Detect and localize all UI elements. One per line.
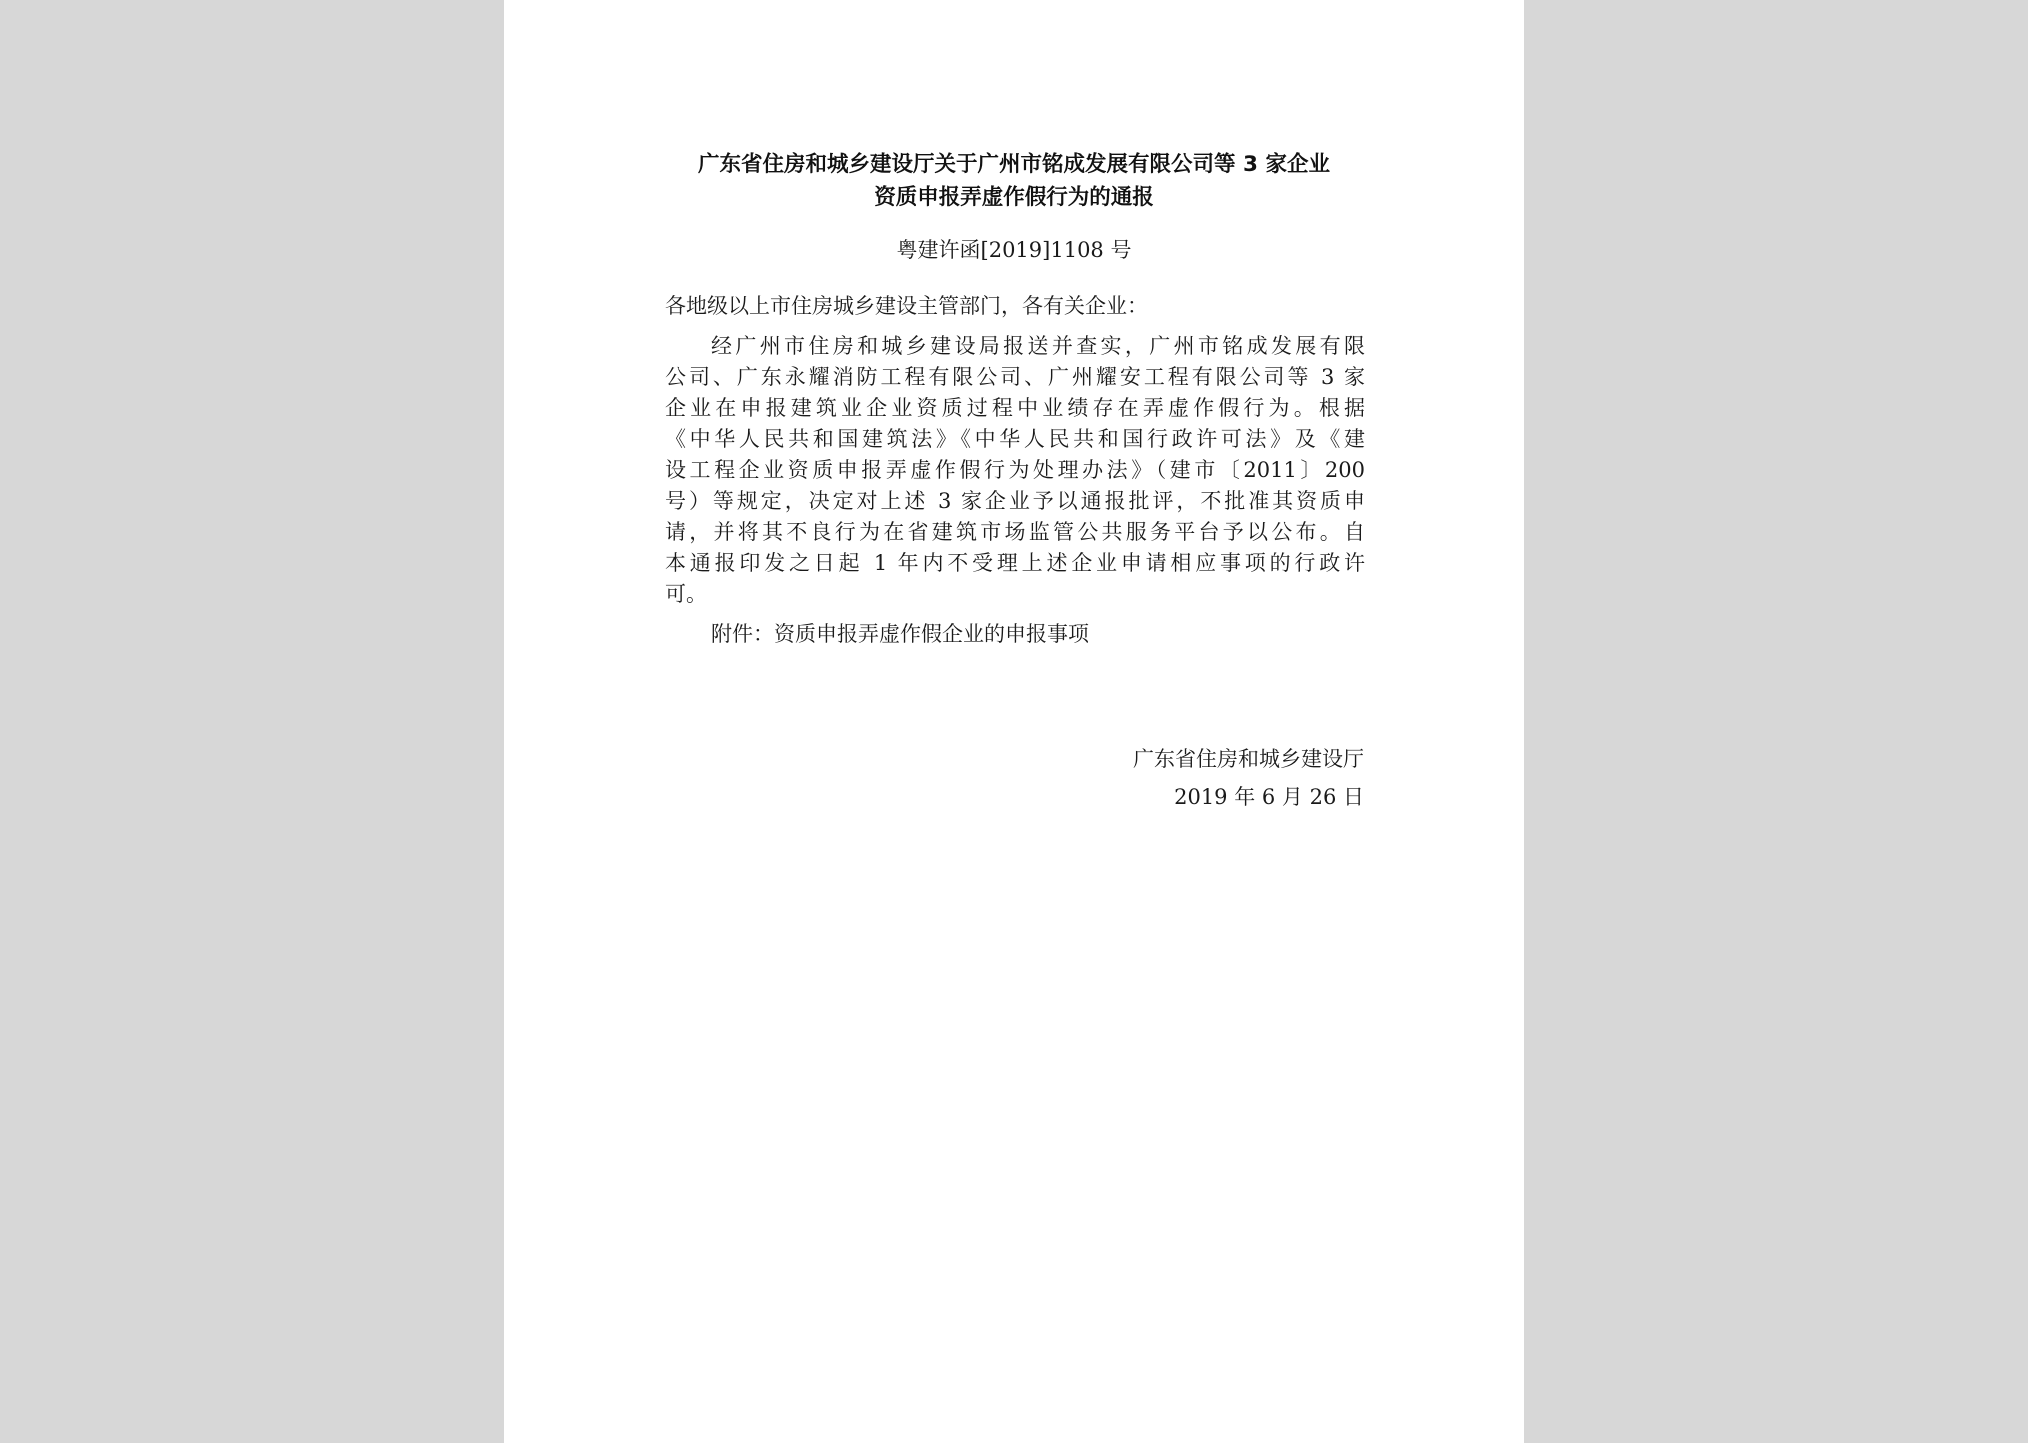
document-number: 粤建许函[2019]1108 号 bbox=[896, 238, 1132, 262]
document-page bbox=[504, 0, 1524, 1443]
title-line-2: 资质申报弄虚作假行为的通报 bbox=[874, 185, 1154, 210]
body-line: 号）等规定，决定对上述 3 家企业予以通报批评，不批准其资质申 bbox=[665, 489, 1365, 513]
signature-date: 2019 年 6 月 26 日 bbox=[1174, 785, 1364, 809]
body-line: 企业在申报建筑业企业资质过程中业绩存在弄虚作假行为。根据 bbox=[665, 396, 1365, 420]
body-line: 设工程企业资质申报弄虚作假行为处理办法》（建市〔2011〕200 bbox=[665, 458, 1365, 482]
body-line: 经广州市住房和城乡建设局报送并查实，广州市铭成发展有限 bbox=[711, 334, 1365, 358]
body-paragraph bbox=[665, 331, 1365, 610]
attachment-note: 附件：资质申报弄虚作假企业的申报事项 bbox=[711, 622, 1089, 646]
body-line: 《中华人民共和国建筑法》《中华人民共和国行政许可法》及《建 bbox=[665, 427, 1365, 451]
signature-organization: 广东省住房和城乡建设厅 bbox=[1133, 747, 1364, 771]
document-title bbox=[664, 148, 1364, 214]
body-line: 请，并将其不良行为在省建筑市场监管公共服务平台予以公布。自 bbox=[665, 520, 1365, 544]
body-line: 本通报印发之日起 1 年内不受理上述企业申请相应事项的行政许 bbox=[665, 551, 1365, 575]
salutation: 各地级以上市住房城乡建设主管部门，各有关企业： bbox=[665, 294, 1148, 318]
signature-block bbox=[1133, 740, 1364, 816]
title-line-1: 广东省住房和城乡建设厅关于广州市铭成发展有限公司等 3 家企业 bbox=[698, 152, 1330, 177]
body-line: 公司、广东永耀消防工程有限公司、广州耀安工程有限公司等 3 家 bbox=[665, 365, 1365, 389]
body-line: 可。 bbox=[665, 582, 707, 606]
